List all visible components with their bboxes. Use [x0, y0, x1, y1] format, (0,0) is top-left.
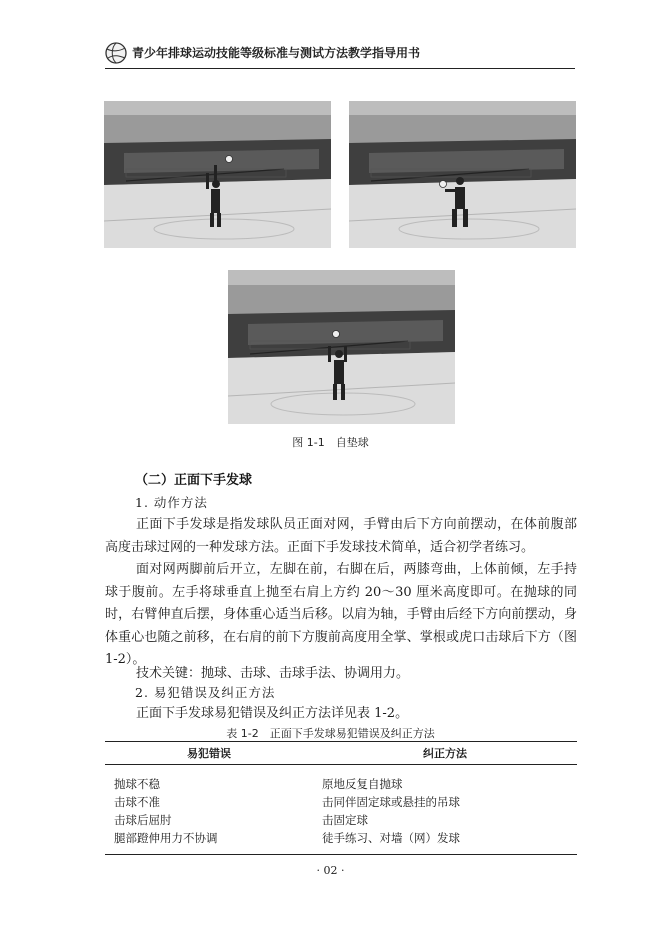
table-title: 表 1-2 正面下手发球易犯错误及纠正方法	[226, 727, 435, 740]
table-row	[105, 811, 577, 829]
table-row	[105, 793, 577, 811]
table-cell-error: 抛球不稳	[114, 777, 160, 791]
subsection-errors: 2. 易犯错误及纠正方法	[135, 685, 276, 700]
photo-self-pass-1	[104, 101, 331, 248]
table-header-errors: 易犯错误	[105, 742, 313, 765]
table-header-corrections: 纠正方法	[313, 742, 577, 765]
table-header-row	[105, 742, 577, 765]
photo-self-pass-2	[349, 101, 576, 248]
page-number: · 02 ·	[316, 864, 345, 877]
table-cell-error: 击球后屈肘	[114, 813, 172, 827]
book-title: 青少年排球运动技能等级标准与测试方法教学指导用书	[132, 46, 421, 60]
section-title: （二）正面下手发球	[135, 473, 253, 488]
subsection-action-method: 1. 动作方法	[135, 495, 208, 510]
photo-self-pass-3	[228, 270, 455, 424]
table-cell-correction: 击固定球	[322, 813, 368, 827]
errors-correction-table	[105, 741, 577, 855]
table-row	[105, 765, 577, 794]
paragraph-table-ref: 正面下手发球易犯错误及纠正方法详见表 1-2。	[136, 706, 409, 721]
figure-caption: 图 1-1 自垫球	[292, 436, 369, 449]
table-cell-error: 腿部蹬伸用力不协调	[105, 829, 313, 855]
volleyball-logo-icon	[105, 42, 127, 64]
table-cell-correction: 徒手练习、对墙（网）发球	[313, 829, 577, 855]
paragraph-key-points: 技术关键：抛球、击球、击球手法、协调用力。	[136, 666, 410, 681]
table-cell-error: 击球不准	[114, 795, 160, 809]
table-cell-correction: 击同伴固定球或悬挂的吊球	[322, 795, 460, 809]
page-header	[105, 38, 575, 69]
paragraph-definition: 正面下手发球是指发球队员正面对网，手臂由后下方向前摆动，在体前腹部高度击球过网的一种发球方法。正面下手发球技术简单，适合初学者练习。	[105, 517, 577, 555]
paragraph-technique: 面对网两脚前后开立，左脚在前，右脚在后，两膝弯曲，上体前倾，左手持球于腹前。左手将球垂直上抛至右肩上方约 20～30 厘米高度即可。在抛球的同时，右臂伸直后摆，身体重心适当后移。以肩为轴，手臂由后经下方向前摆动，身体重心也随之前移，在右肩的前下方腹前高度用全掌、掌根或虎口击球后下方（图 1-2）。	[105, 562, 577, 667]
table-cell-correction: 原地反复自抛球	[322, 777, 403, 791]
table-row	[105, 829, 577, 855]
